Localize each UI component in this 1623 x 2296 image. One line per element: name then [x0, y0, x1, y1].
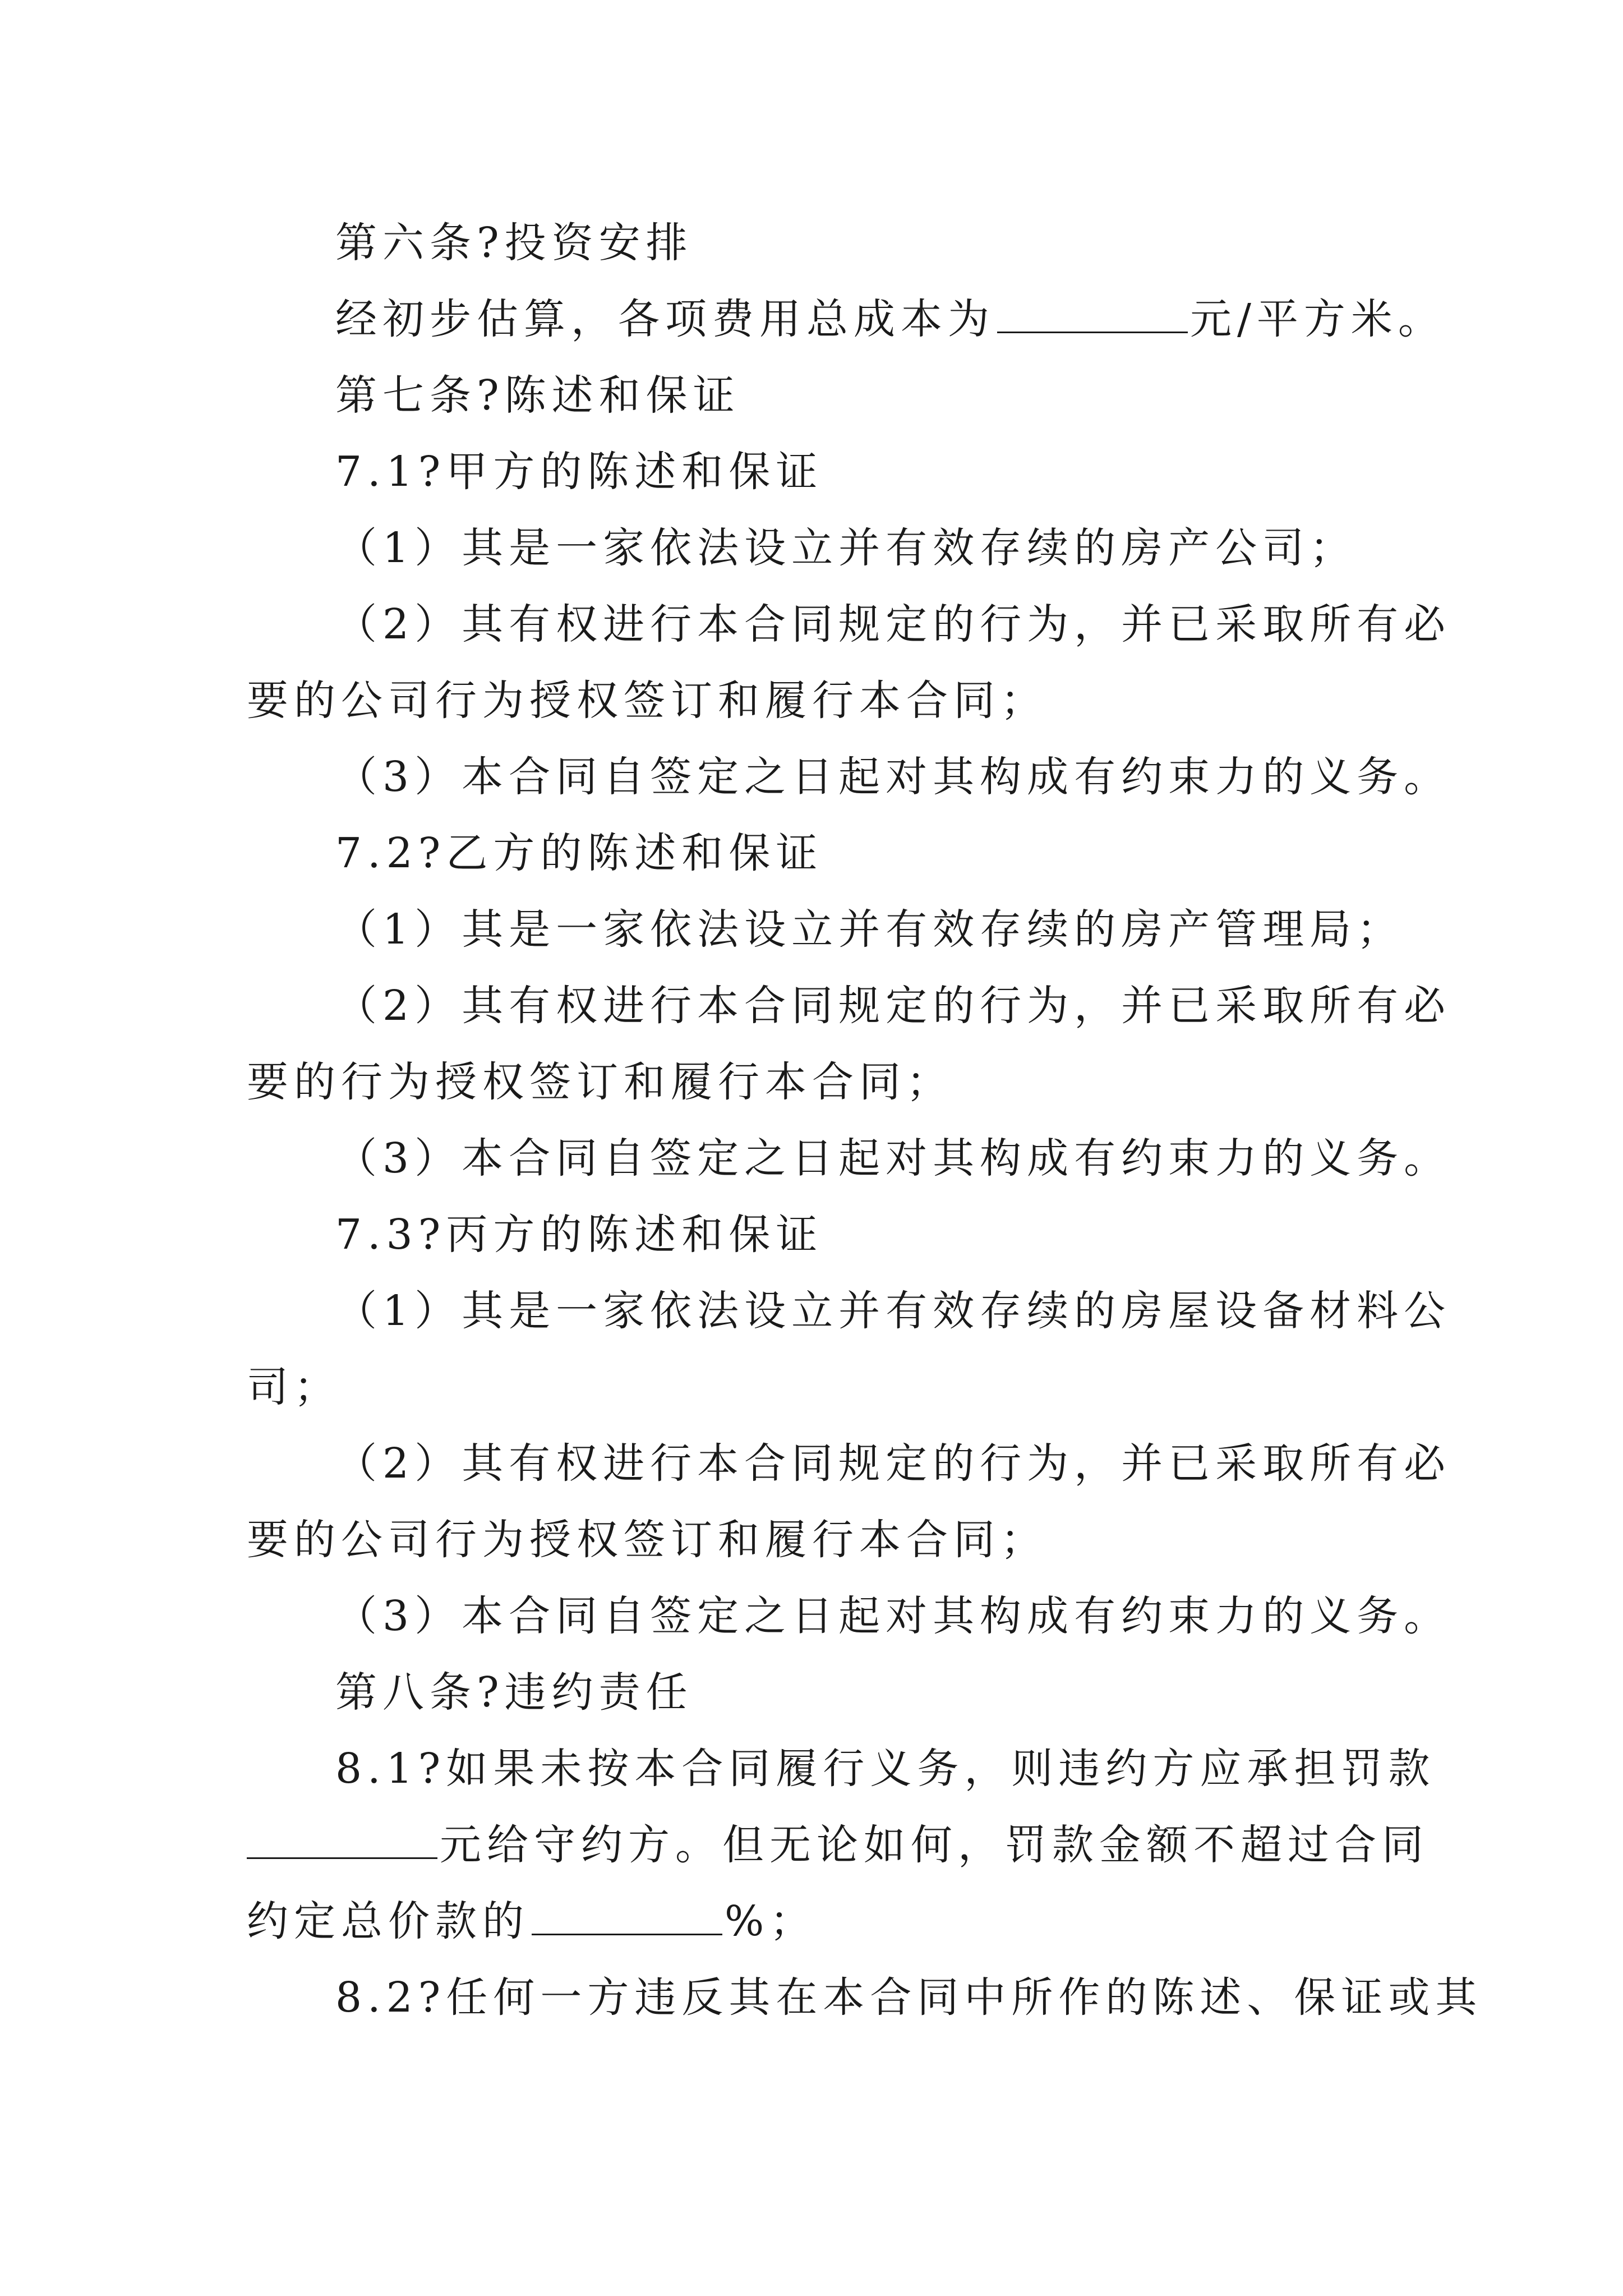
article-8-heading — [335, 1664, 693, 1720]
text: 要的公司行为授权签订和履行本合同； — [247, 1516, 1048, 1564]
article-7-heading — [335, 367, 740, 424]
text: 经初步估算，各项费用总成本为 — [335, 295, 995, 343]
section-7-1-item-2-cont — [247, 673, 1048, 729]
text: （1）其是一家依法设立并有效存续的房产公司； — [335, 524, 1357, 572]
section-7-2-item-1 — [335, 901, 1404, 958]
text: 司； — [247, 1363, 341, 1411]
text: 7.2?乙方的陈述和保证 — [335, 829, 823, 877]
section-7-3-item-2-cont — [247, 1512, 1048, 1568]
section-8-1 — [335, 1741, 1435, 1797]
text: （2）其有权进行本合同规定的行为，并已采取所有必 — [335, 982, 1451, 1030]
section-8-1-cont-2 — [247, 1893, 817, 1949]
text: 第八条?违约责任 — [335, 1668, 693, 1717]
text: 元给守约方。但无论如何，罚款金额不超过合同 — [440, 1821, 1429, 1869]
text: （1）其是一家依法设立并有效存续的房产管理局； — [335, 905, 1404, 954]
text: （3）本合同自签定之日起对其构成有约束力的义务。 — [335, 1592, 1451, 1640]
cost-estimate-line — [335, 291, 1445, 347]
text: 8.1?如果未按本合同履行义务，则违约方应承担罚款 — [335, 1745, 1436, 1793]
text: 要的公司行为授权签订和履行本合同； — [247, 677, 1048, 725]
text: 约定总价款的 — [247, 1897, 529, 1945]
text: 第六条?投资安排 — [335, 219, 693, 267]
text: （3）本合同自签定之日起对其构成有约束力的义务。 — [335, 753, 1451, 801]
section-7-1-item-3 — [335, 749, 1451, 805]
section-7-1-item-1 — [335, 520, 1357, 576]
text: （1）其是一家依法设立并有效存续的房屋设备材料公 — [335, 1287, 1451, 1335]
text: 7.3?丙方的陈述和保证 — [335, 1211, 823, 1259]
penalty-percent-blank[interactable] — [532, 1893, 722, 1935]
text: 元/平方米。 — [1190, 295, 1445, 343]
text: （2）其有权进行本合同规定的行为，并已采取所有必 — [335, 600, 1451, 648]
article-6-heading — [335, 215, 693, 271]
text: 第七条?陈述和保证 — [335, 371, 740, 420]
cost-blank[interactable] — [997, 291, 1188, 333]
text: 7.1?甲方的陈述和保证 — [335, 448, 823, 496]
text: （3）本合同自签定之日起对其构成有约束力的义务。 — [335, 1134, 1451, 1182]
section-7-2-item-2-cont — [247, 1054, 953, 1110]
section-7-2-item-2 — [335, 978, 1451, 1034]
section-7-1-heading — [335, 444, 823, 500]
section-8-2 — [335, 1970, 1482, 2026]
text: %； — [725, 1897, 817, 1945]
section-7-3-item-1-cont — [247, 1359, 341, 1415]
section-7-3-item-2 — [335, 1435, 1451, 1492]
section-7-2-heading — [335, 825, 823, 881]
section-7-3-item-3 — [335, 1588, 1451, 1644]
section-8-1-cont — [247, 1817, 1429, 1873]
section-7-3-item-1 — [335, 1283, 1451, 1339]
text: （2）其有权进行本合同规定的行为，并已采取所有必 — [335, 1439, 1451, 1488]
section-7-3-heading — [335, 1207, 823, 1263]
text: 8.2?任何一方违反其在本合同中所作的陈述、保证或其 — [335, 1973, 1483, 2022]
section-7-2-item-3 — [335, 1130, 1451, 1186]
section-7-1-item-2 — [335, 596, 1451, 652]
penalty-amount-blank[interactable] — [247, 1817, 437, 1859]
text: 要的行为授权签订和履行本合同； — [247, 1058, 953, 1106]
